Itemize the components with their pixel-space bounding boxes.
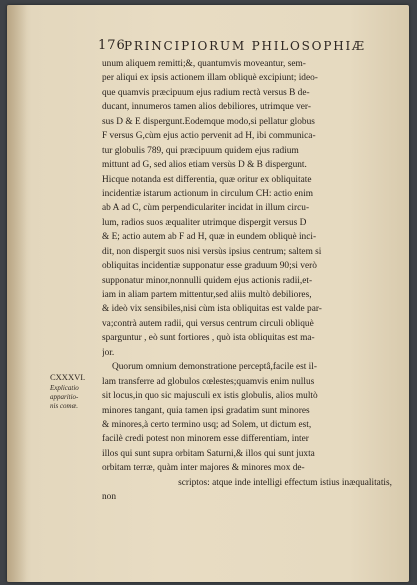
text-line: ducant, innumeros tamen alios debiliores, utrimque ver-	[102, 102, 311, 113]
text-line: dit, non dispergit suos nisi versùs ipsius centrum; saltem si	[102, 246, 322, 257]
margin-gloss-line: apparitio-	[50, 393, 79, 401]
margin-gloss-line: nis comæ.	[50, 402, 78, 410]
section-number: CXXXVI.	[50, 372, 86, 382]
text-line: non	[102, 492, 117, 503]
margin-gloss-line: Explicatio	[50, 384, 79, 392]
text-line: Hicque notanda est differentia, quæ oritur ex obliquitate	[102, 174, 312, 185]
text-line: sit locus,in quo sic majusculi ex istis globulis, alios multò	[102, 391, 318, 402]
text-line: orbitam terræ, quàm inter majores & minores mox de-	[102, 463, 305, 474]
text-line: sus D & E dispergunt.Eodemque modo,si pellatur globus	[102, 116, 315, 127]
text-line: lum, radios suos æqualiter utrimque dispergit versus D	[102, 217, 307, 228]
text-line: Quorum omnium demonstratione perceptâ,facile est il-	[112, 362, 317, 373]
text-line: sparguntur , eò sunt fortiores , quò ista obliquitas est ma-	[102, 333, 315, 344]
text-line: per aliqui ex ipsis actionem illam obliquè excipiunt; ideo-	[102, 73, 318, 84]
text-line: jor.	[102, 347, 115, 358]
text-line: & ideò vix sensibiles,nisi cùm ista obliquitas est valde par-	[102, 304, 322, 315]
text-line: illos qui sunt supra orbitam Saturni,& illos qui sunt juxta	[102, 448, 315, 459]
text-line: que quamvis præcipuum ejus radium rectà versus B de-	[102, 87, 310, 98]
text-line: unum aliquem remitti;&, quantumvis moveantur, sem-	[102, 59, 306, 69]
page-header	[98, 38, 388, 56]
book-page	[7, 5, 409, 582]
text-line: minores tangant, quia tamen ipsi gradatim sunt minores	[102, 405, 310, 416]
text-line: & minores,à certo termino usq; ad Solem, ut dictum est,	[102, 419, 312, 430]
text-line: incidentiæ istarum actionum in circulum CH: actio enim	[102, 188, 313, 199]
text-line: iam in aliam partem mittentur,sed aliis multò debiliores,	[102, 290, 312, 300]
text-line: mittunt ad G, sed alios etiam versùs D & B dispergunt.	[102, 160, 307, 171]
text-line: supponatur minor,nonnulli quidem ejus actionis radii,et-	[102, 275, 313, 286]
text-line: ab A ad C, cùm perpendiculariter incidat in illum circu-	[102, 203, 310, 214]
text-line: lam transferre ad globulos cœlestes;quamvis enim nullus	[102, 376, 315, 387]
text-line: tur globulis 789, qui præcipuum quidem ejus radium	[102, 145, 299, 156]
text-line: facilè credi potest non minorem esse differentiam, inter	[102, 434, 309, 445]
text-line: obliquitas incidentiæ supponatur esse graduum 90;si verò	[102, 261, 317, 272]
running-title: PRINCIPIORUM PHILOSOPHIÆ	[124, 39, 366, 53]
text-line: va;contrà autem radii, qui versus centrum circuli obliquè	[102, 318, 314, 329]
page-number: 176	[98, 38, 126, 53]
margin-note	[50, 372, 98, 411]
body-text	[102, 57, 392, 505]
text-line: & E; actio autem ab F ad H, quæ in eundem obliquè inci-	[102, 232, 317, 243]
text-line: scriptos: atque inde intelligi effectum istius inæqualitatis,	[178, 477, 392, 488]
page-gutter-shadow	[7, 5, 27, 582]
text-line: F versus G,cùm ejus actio pervenit ad H, ibi communica-	[102, 131, 316, 142]
